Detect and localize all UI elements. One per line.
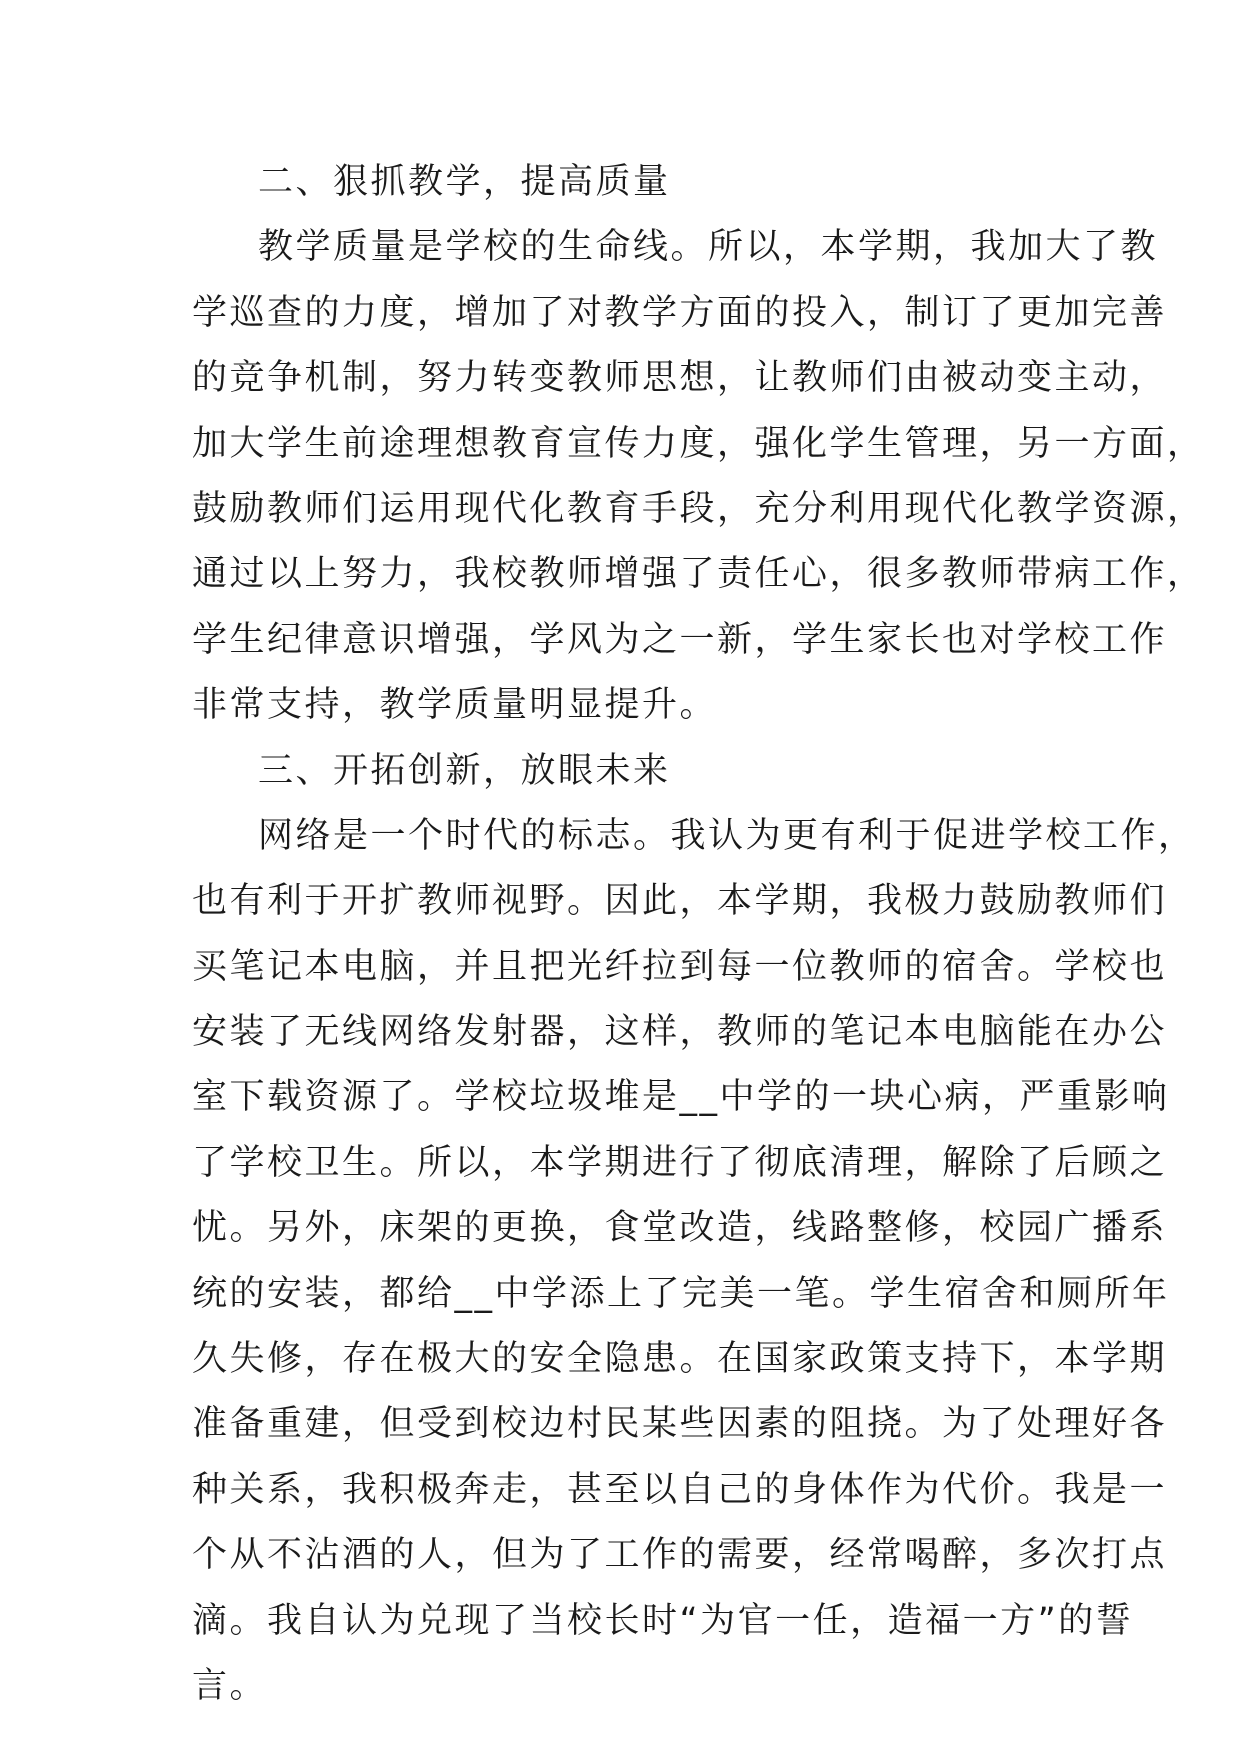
- paragraph-line: 室下载资源了。学校垃圾堆是__中学的一块心病，严重影响: [192, 1077, 1170, 1118]
- paragraph-line: 安装了无线网络发射器，这样，教师的笔记本电脑能在办公: [192, 1012, 1168, 1053]
- paragraph-line: 言。: [192, 1665, 268, 1706]
- paragraph-line: 通过以上努力，我校教师增强了责任心，很多教师带病工作，: [192, 554, 1205, 595]
- paragraph-line: 久失修，存在极大的安全隐患。在国家政策支持下，本学期: [192, 1339, 1168, 1380]
- paragraph-line: 学生纪律意识增强，学风为之一新，学生家长也对学校工作: [192, 619, 1168, 660]
- paragraph-line: 滴。我自认为兑现了当校长时“为官一任，造福一方”的誓: [192, 1600, 1134, 1641]
- paragraph-line: 非常支持，教学质量明显提升。: [192, 685, 718, 726]
- document-body: [192, 150, 1205, 1719]
- paragraph-line: 学巡查的力度，增加了对教学方面的投入，制订了更加完善: [192, 292, 1168, 333]
- paragraph-line: 也有利于开扩教师视野。因此，本学期，我极力鼓励教师们: [192, 881, 1168, 922]
- paragraph-line: 加大学生前途理想教育宣传力度，强化学生管理，另一方面，: [192, 423, 1205, 464]
- paragraph-line: 种关系，我积极奔走，甚至以自己的身体作为代价。我是一: [192, 1469, 1168, 1510]
- section-heading: 三、开拓创新，放眼未来: [258, 750, 671, 791]
- paragraph-line: 准备重建，但受到校边村民某些因素的阻挠。为了处理好各: [192, 1404, 1168, 1445]
- paragraph-line: 忧。另外，床架的更换，食堂改造，线路整修，校园广播系: [192, 1208, 1168, 1249]
- paragraph-line: 了学校卫生。所以，本学期进行了彻底清理，解除了后顾之: [192, 1142, 1168, 1183]
- paragraph-line: 统的安装，都给__中学添上了完美一笔。学生宿舍和厕所年: [192, 1273, 1170, 1314]
- paragraph-line: 鼓励教师们运用现代化教育手段，充分利用现代化教学资源，: [192, 488, 1205, 529]
- section-heading: 二、狠抓教学，提高质量: [258, 162, 671, 202]
- paragraph-line: 的竞争机制，努力转变教师思想，让教师们由被动变主动，: [192, 358, 1168, 399]
- paragraph-line: 教学质量是学校的生命线。所以，本学期，我加大了教: [258, 227, 1159, 268]
- paragraph-line: 买笔记本电脑，并且把光纤拉到每一位教师的宿舍。学校也: [192, 946, 1168, 987]
- paragraph-line: 网络是一个时代的标志。我认为更有利于促进学校工作，: [258, 815, 1196, 856]
- paragraph-line: 个从不沾酒的人，但为了工作的需要，经常喝醉，多次打点: [192, 1535, 1168, 1576]
